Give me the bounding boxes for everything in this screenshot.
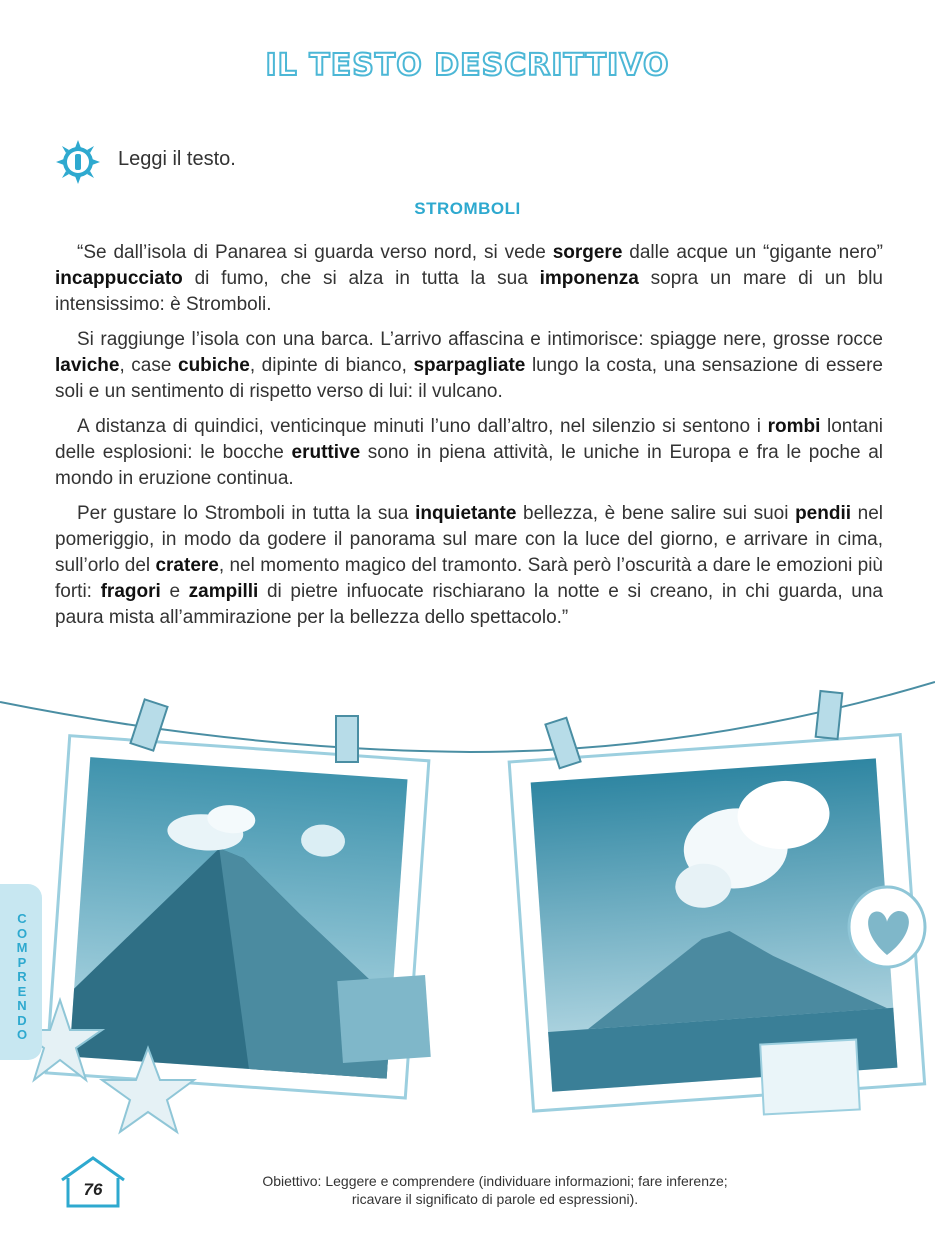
heart-sticker <box>849 887 925 967</box>
objective-line-1: Obiettivo: Leggere e comprendere (individuare informazioni; fare inferenze; <box>262 1173 728 1189</box>
glossary-word: incappucciato <box>55 268 183 289</box>
eye-sun-icon <box>56 140 100 184</box>
text-run: lungo la costa, una sensazione di essere soli e un sentimento di rispetto verso di lui: il vulcano. <box>55 355 883 402</box>
glossary-word: eruttive <box>291 442 361 463</box>
objective-line-2: ricavare il significato di parole ed espressioni). <box>351 1191 639 1207</box>
side-tab-letter: M <box>16 940 28 955</box>
side-tab-letter: O <box>16 1027 28 1042</box>
side-tab-letter: D <box>17 1012 27 1028</box>
instruction-text: Leggi il testo. <box>118 148 236 170</box>
side-tab-letter: C <box>17 911 27 926</box>
page-number: 76 <box>83 1180 103 1199</box>
page-title: IL TESTO DESCRITTIVO <box>265 48 670 83</box>
text-run: nel pomeriggio, in modo da godere il panorama sul mare con la luce del giorno, e arrivare in cima, sull’orlo del <box>55 503 883 576</box>
text-run: bellezza, è bene salire sui suoi <box>516 503 796 524</box>
side-tab-letter: P <box>17 954 27 970</box>
text-run: , dipinte di bianco, <box>249 355 414 376</box>
glossary-word: fragori <box>100 581 161 602</box>
text-run: lontani delle esplosioni: le bocche <box>55 416 883 463</box>
story-body <box>55 240 883 640</box>
text-run: , nel momento magico del tramonto. Sarà però l’oscurità a dare le emozioni più forti: <box>55 555 883 602</box>
text-run: dalle acque un “gigante nero” <box>622 242 883 263</box>
glossary-word: cubiche <box>178 355 250 376</box>
side-tab-letter: N <box>17 998 27 1013</box>
text-run: sopra un mare di un blu intensissimo: è Stromboli. <box>55 268 883 315</box>
paragraph-3 <box>55 414 883 492</box>
side-tab-letter: O <box>16 925 28 941</box>
text-run: “Se dall’isola di Panarea si guarda verso nord, si vede <box>77 242 553 263</box>
story-title: STROMBOLI <box>414 199 521 218</box>
glossary-word: inquietante <box>415 503 517 524</box>
paragraph-2 <box>55 327 883 405</box>
side-tab-letter: E <box>17 983 27 999</box>
glossary-word: laviche <box>55 355 120 376</box>
glossary-word: pendii <box>795 503 852 524</box>
glossary-word: cratere <box>155 555 219 576</box>
text-run: sono in piena attività, le uniche in Europa e fra le poche al mondo in eruzione continua. <box>55 442 883 489</box>
glossary-word: sorgere <box>552 242 623 263</box>
text-run: A distanza di quindici, venticinque minuti l’uno dall’altro, nel silenzio si sentono i <box>77 416 768 437</box>
text-run: Si raggiunge l’isola con una barca. L’arrivo affascina e intimorisce: spiagge nere, grosse rocce <box>77 329 883 350</box>
text-run: di pietre infuocate rischiarano la notte e si creano, in chi guarda, una paura mista all’ammirazione per la bellezza dello spettacolo.” <box>55 581 884 628</box>
objective-note <box>190 1172 800 1208</box>
glossary-word: rombi <box>767 416 821 437</box>
text-run: Per gustare lo Stromboli in tutta la sua <box>77 503 416 524</box>
paragraph-4 <box>55 501 883 631</box>
text-run: di fumo, che si alza in tutta la sua <box>182 268 540 289</box>
side-tab-label <box>14 912 30 1043</box>
glossary-word: sparpagliate <box>413 355 526 376</box>
photos-illustration <box>0 670 935 1150</box>
glossary-word: zampilli <box>188 581 259 602</box>
paragraph-1 <box>55 240 883 318</box>
glossary-word: imponenza <box>539 268 639 289</box>
text-run: e <box>160 581 189 602</box>
side-tab-letter: R <box>17 969 27 984</box>
text-run: , case <box>119 355 178 376</box>
